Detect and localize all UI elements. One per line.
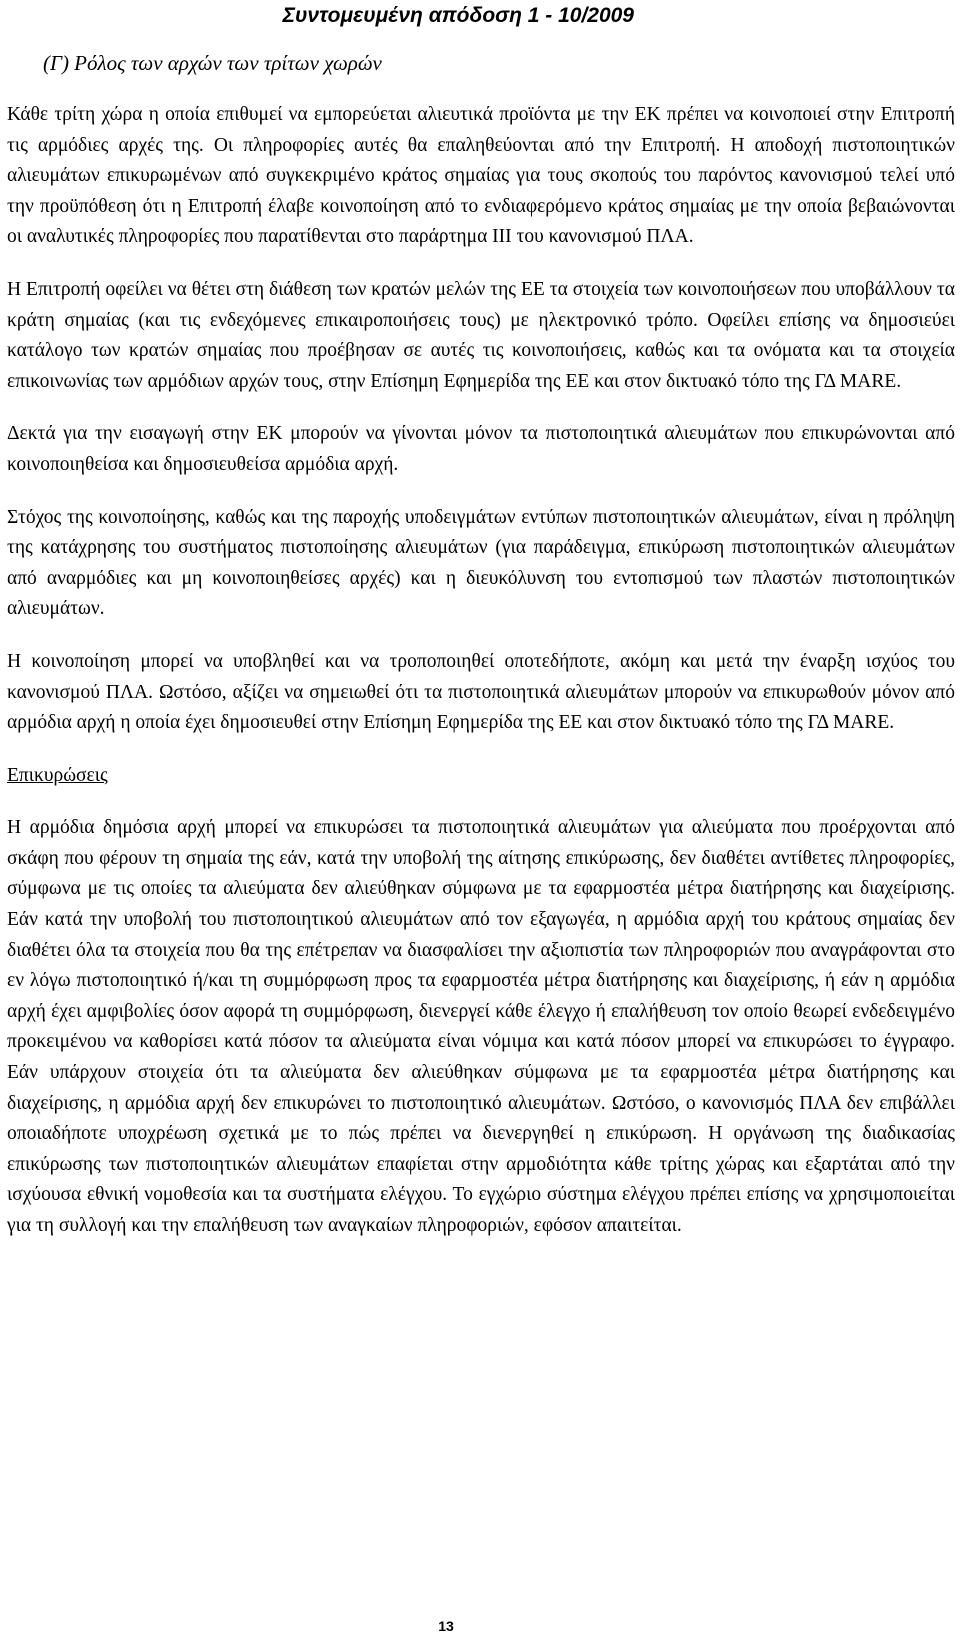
section-subheading: (Γ) Ρόλος των αρχών των τρίτων χωρών bbox=[43, 51, 382, 75]
paragraph-accepted-certificates: Δεκτά για την εισαγωγή στην ΕΚ μπορούν να γίνονται μόνον τα πιστοποιητικά αλιευμάτων που επικυρώνονται από κοινοποιηθείσα και δημοσιευθείσα αρμόδια αρχή. bbox=[7, 423, 955, 475]
paragraph-validations: Η αρμόδια δημόσια αρχή μπορεί να επικυρώσει τα πιστοποιητικά αλιευμάτων για αλιεύματα που προέρχονται από σκάφη που φέρουν τη σημαία της εάν, κατά την υποβολή της αίτησης επικύρωσης, δεν διαθέτει αντίθετες πληροφορίες, σύμφωνα με τις οποίες τα αλιεύματα δεν αλιεύθηκαν σύμφωνα με τα εφαρμοστέα μέτρα διατήρησης και διαχείρισης. Εάν κατά την υποβολή του πιστοποιητικού αλιευμάτων από τον εξαγωγέα, η αρμόδια αρχή του κράτους σημαίας δεν διαθέτει όλα τα στοιχεία που θα της επέτρεπαν να διασφαλίσει την αξιοπιστία των πληροφοριών που αναγράφονται στο εν λόγω πιστοποιητικό ή/και τη συμμόρφωση προς τα εφαρμοστέα μέτρα διατήρησης και διαχείρισης, ή εάν η αρμόδια αρχή έχει αμφιβολίες όσον αφορά τη συμμόρφωση, διενεργεί κάθε έλεγχο ή επαλήθευση τον οποίο θεωρεί ενδεδειγμένο προκειμένου να καθορίσει κατά πόσον τα αλιεύματα είναι νόμιμα και κατά πόσον μπορεί να επικυρώσει το έγγραφο. Εάν υπάρχουν στοιχεία ότι τα αλιεύματα δεν αλιεύθηκαν σύμφωνα με τα εφαρμοστέα μέτρα διατήρησης και διαχείρισης, η αρμόδια αρχή δεν επικυρώνει το πιστοποιητικό αλιευμάτων. Ωστόσο, ο κανονισμός ΠΛΑ δεν επιβάλλει οποιαδήποτε υποχρέωση σχετικά με το πώς πρέπει να διενεργηθεί η επικύρωση. Η οργάνωση της διαδικασίας επικύρωσης των πιστοποιητικών αλιευμάτων επαφίεται στην αρμοδιότητα κάθε τρίτης χώρας και εξαρτάται από την ισχύουσα εθνική νομοθεσία και τα συστήματα ελέγχου. Το εγχώριο σύστημα ελέγχου πρέπει επίσης να χρησιμοποιείται για τη συλλογή και την επαλήθευση των αναγκαίων πληροφοριών, εφόσον απαιτείται. bbox=[7, 817, 955, 1236]
paragraph-commission-duties: Η Επιτροπή οφείλει να θέτει στη διάθεση των κρατών μελών της ΕΕ τα στοιχεία των κοινοποιήσεων που υποβάλλουν τα κράτη σημαίας (και τις ενδεχόμενες επικαιροποιήσεις τους) με ηλεκτρονικό τρόπο. Οφείλει επίσης να δημοσιεύει κατάλογο των κρατών σημαίας που προέβησαν σε αυτές τις κοινοποιήσεις, καθώς και τα ονόματα και τα στοιχεία επικοινωνίας των αρμόδιων αρχών τους, στην Επίσημη Εφημερίδα της ΕΕ και στον δικτυακό τόπο της ΓΔ MARE. bbox=[7, 278, 955, 392]
paragraph-notification: Κάθε τρίτη χώρα η οποία επιθυμεί να εμπορεύεται αλιευτικά προϊόντα με την ΕΚ πρέπει να κοινοποιεί στην Επιτροπή τις αρμόδιες αρχές της. Οι πληροφορίες αυτές θα επαληθεύονται από την Επιτροπή. Η αποδοχή πιστοποιητικών αλιευμάτων επικυρωμένων από συγκεκριμένο κράτος σημαίας για τους σκοπούς του παρόντος κανονισμού τελεί υπό την προϋπόθεση ότι η Επιτροπή έλαβε κοινοποίηση από το ενδιαφερόμενο κράτος σημαίας με την οποία βεβαιώνονται οι αναλυτικές πληροφορίες που παρατίθενται στο παράρτημα III του κανονισμού ΠΛΑ. bbox=[7, 104, 955, 248]
paragraph-notification-purpose: Στόχος της κοινοποίησης, καθώς και της παροχής υποδειγμάτων εντύπων πιστοποιητικών αλιευμάτων, είναι η πρόληψη της κατάχρησης του συστήματος πιστοποίησης αλιευμάτων (για παράδειγμα, επικύρωση πιστοποιητικών αλιευμάτων από αναρμόδιες και μη κοινοποιηθείσες αρχές) και η διευκόλυνση του εντοπισμού των πλαστών πιστοποιητικών αλιευμάτων. bbox=[7, 506, 955, 620]
running-header: Συντομευμένη απόδοση 1 - 10/2009 bbox=[282, 4, 634, 27]
body-text bbox=[7, 48, 955, 1242]
validations-heading: Επικυρώσεις bbox=[7, 764, 108, 786]
page-number: 13 bbox=[438, 1618, 454, 1634]
paragraph-notification-timing: Η κοινοποίηση μπορεί να υποβληθεί και να τροποποιηθεί οποτεδήποτε, ακόμη και μετά την έναρξη ισχύος του κανονισμού ΠΛΑ. Ωστόσο, αξίζει να σημειωθεί ότι τα πιστοποιητικά αλιευμάτων μπορούν να επικυρωθούν μόνον από αρμόδια αρχή η οποία έχει δημοσιευθεί στην Επίσημη Εφημερίδα της ΕΕ και στον δικτυακό τόπο της ΓΔ MARE. bbox=[7, 650, 955, 734]
